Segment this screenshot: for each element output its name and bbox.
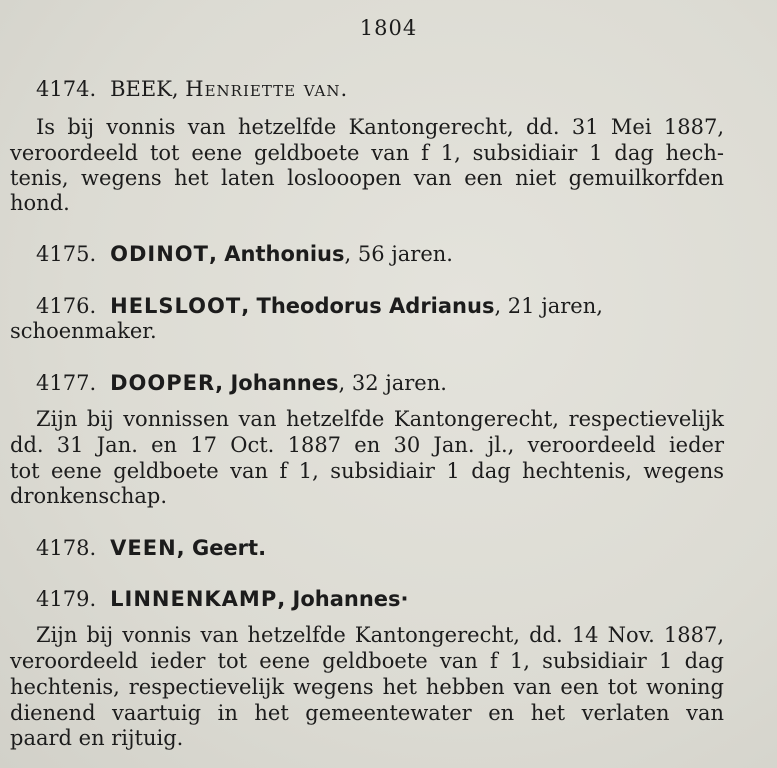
entry-given-name: Johannes· — [292, 587, 409, 611]
entry-body-line: dd. 31 Jan. en 17 Oct. 1887 en 30 Jan. jl., veroordeeld ieder — [10, 433, 724, 457]
entry-number: 4174. — [36, 77, 97, 101]
entry-body-line: dronkenschap. — [10, 484, 168, 508]
entry-occupation: schoenmaker. — [10, 319, 157, 343]
entry-body-line: hechtenis, respectievelijk wegens het hebben van een tot woning — [10, 675, 724, 699]
entry-body-line: veroordeeld tot eene geldboete van f 1, subsidiair 1 dag hech- — [10, 141, 724, 165]
entry-body-line: dienend vaartuig in het gemeentewater en het verlaten van — [10, 701, 724, 725]
entry-number: 4179. — [36, 587, 97, 611]
entry-number: 4176. — [36, 294, 97, 318]
entry-given-name: Theodorus Adrianus — [256, 294, 495, 318]
entry-surname: LINNENKAMP — [110, 587, 278, 611]
entry-surname: BEEK — [110, 77, 172, 101]
entry-body-line: hond. — [10, 191, 70, 215]
entry-surname: ODINOT — [110, 242, 209, 266]
entry-given-name: Anthonius — [224, 242, 345, 266]
entry-number: 4175. — [36, 242, 97, 266]
entry-body-line: Zijn bij vonnis van hetzelfde Kantongerecht, dd. 14 Nov. 1887, — [36, 623, 724, 647]
entry-surname: HELSLOOT — [110, 294, 242, 318]
entry-heading-4175: 4175. ODINOT, Anthonius, 56 jaren. — [36, 242, 453, 266]
entry-body-line: veroordeeld ieder tot eene geldboete van f 1, subsidiair 1 dag — [10, 649, 724, 673]
entry-number: 4178. — [36, 536, 97, 560]
entry-age: , 21 jaren, — [494, 294, 603, 318]
entry-heading-4177: 4177. DOOPER, Johannes, 32 jaren. — [36, 371, 447, 395]
entry-given-name: Henriette van. — [185, 77, 349, 101]
entry-age: , 32 jaren. — [338, 371, 447, 395]
entry-age: , 56 jaren. — [344, 242, 453, 266]
entry-given-name: Geert. — [191, 536, 267, 560]
entry-heading-4176: 4176. HELSLOOT, Theodorus Adrianus, 21 jaren, — [36, 294, 603, 318]
entry-body-line: Zijn bij vonnissen van hetzelfde Kantongerecht, respectievelijk — [36, 407, 724, 431]
entry-given-name: Johannes — [230, 371, 339, 395]
entry-heading-4178: 4178. VEEN, Geert. — [36, 536, 267, 560]
entry-body-line: Is bij vonnis van hetzelfde Kantongerecht, dd. 31 Mei 1887, — [36, 115, 724, 139]
entry-surname: DOOPER — [110, 371, 216, 395]
entry-body-line: tot eene geldboete van f 1, subsidiair 1 dag hechtenis, wegens — [10, 459, 724, 483]
page-number: 1804 — [359, 16, 418, 40]
entry-body-line: tenis, wegens het laten loslooopen van een niet gemuilkorfden — [10, 166, 724, 190]
entry-surname: VEEN — [110, 536, 177, 560]
entry-body-line: paard en rijtuig. — [10, 726, 184, 750]
entry-heading-4179: 4179. LINNENKAMP, Johannes· — [36, 587, 409, 611]
entry-heading-4174: 4174. BEEK, Henriette van. — [36, 77, 349, 101]
entry-number: 4177. — [36, 371, 97, 395]
